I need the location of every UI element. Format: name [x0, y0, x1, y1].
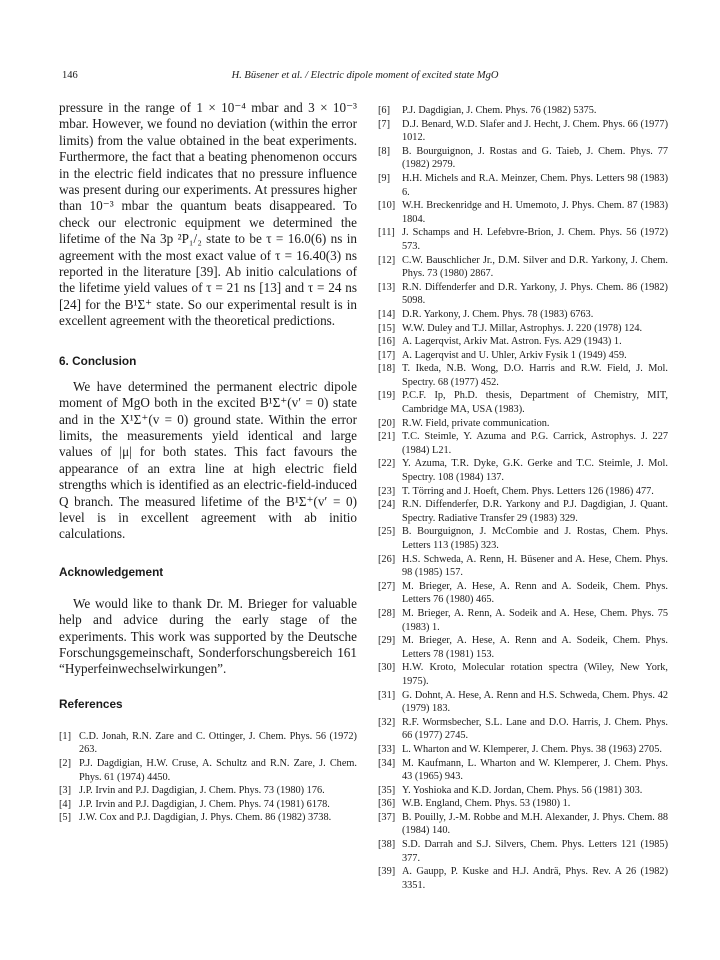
reference-number: [22] [378, 458, 396, 470]
reference-text: C.D. Jonah, R.N. Zare and C. Ottinger, J. Chem. Phys. 56 (1972) 263. [79, 730, 357, 756]
reference-number: [17] [378, 349, 396, 361]
reference-number: [38] [378, 839, 396, 851]
reference-item [59, 798, 357, 812]
reference-item [378, 689, 668, 716]
reference-text: S.D. Darrah and S.J. Silvers, Chem. Phys. Letters 121 (1985) 377. [402, 839, 668, 864]
reference-text: R.W. Field, private communication. [402, 417, 550, 429]
reference-number: [36] [378, 798, 396, 810]
reference-text: D.J. Benard, W.D. Slafer and J. Hecht, J. Chem. Phys. 66 (1977) 1012. [402, 118, 668, 144]
reference-item [378, 430, 668, 457]
reference-text: W.B. England, Chem. Phys. 53 (1980) 1. [402, 798, 571, 810]
reference-number: [16] [378, 336, 396, 348]
reference-number: [18] [378, 363, 396, 375]
reference-number: [24] [378, 499, 396, 511]
reference-item [378, 865, 668, 892]
reference-item [378, 553, 668, 580]
reference-item [378, 145, 668, 172]
references-heading: References [59, 696, 123, 711]
reference-number: [15] [378, 322, 396, 334]
reference-text: R.N. Diffenderfer and D.R. Yarkony, J. Phys. Chem. 86 (1982) 5098. [402, 281, 668, 307]
reference-text: A. Lagerqvist and U. Uhler, Arkiv Fysik 1 (1949) 459. [402, 349, 627, 361]
intro-paragraph: pressure in the range of 1 × 10⁻⁴ mbar and 3 × 10⁻³ mbar. However, we found no deviation (within the error limits) from the value obtained in the beat experiments. Furthermore, the fact that a beating phenomenon occurs in the electric field indicates that no pressure influence was present during our experiments. At pressures higher than 10⁻³ mbar the quantum beats disappeared. To check our electronic equipment we determined the lifetime of the Na 3p ²P₁/₂ state to be τ = 16.0(6) ns in agreement with the most exact value of τ = 16.40(3) ns reported in the literature [39]. Ab initio calculations of the lifetime yield values of τ = 21 ns [13] and τ = 24 ns [24] for the B¹Σ⁺ state. So our experimental result is in excellent agreement with the theoretical predictions. [59, 100, 357, 329]
reference-item [378, 389, 668, 416]
reference-item [59, 730, 357, 757]
reference-item [59, 784, 357, 798]
reference-item [378, 457, 668, 484]
reference-number: [6] [378, 105, 391, 116]
reference-text: Y. Yoshioka and K.D. Jordan, Chem. Phys. 56 (1981) 303. [402, 784, 643, 796]
reference-number: [25] [378, 526, 396, 538]
reference-number: [32] [378, 716, 396, 728]
reference-item [378, 417, 668, 431]
reference-number: [28] [378, 607, 396, 619]
reference-item [378, 498, 668, 525]
reference-item [378, 485, 668, 499]
reference-text: W.H. Breckenridge and H. Umemoto, J. Phys. Chem. 87 (1983) 1804. [402, 200, 668, 225]
reference-item [378, 784, 668, 798]
reference-text: L. Wharton and W. Klemperer, J. Chem. Phys. 38 (1963) 2705. [402, 743, 662, 755]
left-column [59, 100, 357, 825]
reference-number: [13] [378, 281, 396, 293]
reference-text: J.P. Irvin and P.J. Dagdigian, J. Chem. Phys. 74 (1981) 6178. [79, 798, 330, 810]
reference-item [378, 634, 668, 661]
reference-number: [37] [378, 811, 396, 823]
references-list-left [59, 730, 357, 825]
reference-text: H.W. Kroto, Molecular rotation spectra (Wiley, New York, 1975). [402, 662, 668, 687]
reference-text: J. Schamps and H. Lefebvre-Brion, J. Chem. Phys. 56 (1972) 573. [402, 227, 668, 252]
reference-number: [23] [378, 485, 396, 497]
running-header [62, 70, 668, 84]
reference-item [378, 254, 668, 281]
reference-item [378, 743, 668, 757]
reference-item [378, 716, 668, 743]
reference-number: [35] [378, 784, 396, 796]
reference-number: [2] [59, 757, 72, 769]
reference-text: P.J. Dagdigian, H.W. Cruse, A. Schultz and R.N. Zare, J. Chem. Phys. 61 (1974) 4450. [79, 757, 357, 783]
reference-text: M. Brieger, A. Hese, A. Renn and A. Sodeik, Chem. Phys. Letters 76 (1980) 465. [402, 580, 668, 606]
reference-text: H.S. Schweda, A. Renn, H. Büsener and A. Hese, Chem. Phys. 98 (1985) 157. [402, 553, 668, 579]
reference-item [378, 322, 668, 336]
reference-text: B. Bourguignon, J. Rostas and G. Taieb, J. Chem. Phys. 77 (1982) 2979. [402, 145, 668, 171]
reference-item [378, 838, 668, 865]
running-title: H. Büsener et al. / Electric dipole moment of excited state MgO [231, 70, 499, 81]
reference-text: P.J. Dagdigian, J. Chem. Phys. 76 (1982) 5375. [402, 105, 597, 116]
reference-number: [7] [378, 118, 391, 130]
reference-item [378, 281, 668, 308]
reference-item [378, 661, 668, 688]
reference-number: [14] [378, 308, 396, 320]
acknowledgement-paragraph: We would like to thank Dr. M. Brieger for valuable help and advice during the early stage of the experiments. This work was supported by the Deutsche Forschungsgemeinschaft, Sonderforschungsbereich 161 “Hyperfeinwechselwirkungen”. [59, 595, 357, 677]
reference-number: [11] [378, 227, 395, 239]
reference-text: B. Pouilly, J.-M. Robbe and M.H. Alexander, J. Phys. Chem. 88 (1984) 140. [402, 811, 668, 837]
reference-text: T.C. Steimle, Y. Azuma and P.G. Carrick, Astrophys. J. 227 (1984) L21. [402, 431, 668, 456]
reference-item [378, 349, 668, 363]
reference-number: [10] [378, 200, 396, 212]
reference-item [378, 362, 668, 389]
reference-item [378, 335, 668, 349]
reference-text: M. Kaufmann, L. Wharton and W. Klemperer, J. Chem. Phys. 43 (1965) 943. [402, 757, 668, 783]
reference-number: [27] [378, 580, 396, 592]
reference-text: M. Brieger, A. Renn, A. Sodeik and A. Hese, Chem. Phys. 75 (1983) 1. [402, 607, 668, 633]
reference-text: B. Bourguignon, J. McCombie and J. Rostas, Chem. Phys. Letters 113 (1985) 323. [402, 526, 668, 551]
reference-number: [26] [378, 553, 396, 565]
acknowledgement-heading: Acknowledgement [59, 564, 164, 579]
reference-item [378, 797, 668, 811]
reference-number: [12] [378, 254, 396, 266]
reference-number: [3] [59, 785, 72, 797]
reference-text: D.R. Yarkony, J. Chem. Phys. 78 (1983) 6763. [402, 308, 594, 320]
reference-number: [8] [378, 145, 391, 157]
reference-text: J.W. Cox and P.J. Dagdigian, J. Phys. Chem. 86 (1982) 3738. [79, 812, 332, 824]
reference-text: A. Gaupp, P. Kuske and H.J. Andrä, Phys. Rev. A 26 (1982) 3351. [402, 866, 668, 891]
reference-text: C.W. Bauschlicher Jr., D.M. Silver and D.R. Yarkony, J. Chem. Phys. 73 (1980) 2867. [402, 254, 668, 280]
reference-number: [19] [378, 390, 396, 402]
reference-number: [4] [59, 798, 72, 810]
reference-number: [31] [378, 689, 396, 701]
reference-number: [5] [59, 812, 72, 824]
reference-text: H.H. Michels and R.A. Meinzer, Chem. Phys. Letters 98 (1983) 6. [402, 172, 668, 198]
reference-text: M. Brieger, A. Hese, A. Renn and A. Sodeik, Chem. Phys. Letters 78 (1981) 153. [402, 635, 668, 660]
reference-text: Y. Azuma, T.R. Dyke, G.K. Gerke and T.C. Steimle, J. Mol. Spectry. 108 (1984) 137. [402, 458, 668, 484]
reference-number: [30] [378, 662, 396, 674]
reference-number: [33] [378, 743, 396, 755]
reference-number: [9] [378, 172, 391, 184]
reference-item [59, 757, 357, 784]
reference-number: [21] [378, 431, 396, 443]
reference-item [378, 580, 668, 607]
reference-text: T. Törring and J. Hoeft, Chem. Phys. Letters 126 (1986) 477. [402, 485, 654, 497]
reference-item [378, 118, 668, 145]
right-column [378, 104, 668, 892]
page-number: 146 [62, 70, 78, 81]
reference-text: G. Dohnt, A. Hese, A. Renn and H.S. Schweda, Chem. Phys. 42 (1979) 183. [402, 689, 668, 715]
reference-item [378, 811, 668, 838]
reference-text: A. Lagerqvist, Arkiv Mat. Astron. Fys. A29 (1943) 1. [402, 336, 622, 348]
reference-number: [29] [378, 635, 396, 647]
reference-item [378, 199, 668, 226]
reference-item [59, 811, 357, 825]
reference-text: P.C.F. Ip, Ph.D. thesis, Department of Chemistry, MIT, Cambridge MA, USA (1983). [402, 390, 668, 416]
reference-item [378, 757, 668, 784]
reference-text: R.F. Wormsbecher, S.L. Lane and D.O. Harris, J. Chem. Phys. 66 (1977) 2745. [402, 716, 668, 742]
reference-item [378, 104, 668, 118]
reference-text: T. Ikeda, N.B. Wong, D.O. Harris and R.W. Field, J. Mol. Spectry. 68 (1977) 452. [402, 363, 668, 388]
reference-item [378, 226, 668, 253]
reference-number: [1] [59, 730, 72, 742]
reference-number: [39] [378, 866, 396, 878]
reference-text: W.W. Duley and T.J. Millar, Astrophys. J. 220 (1978) 124. [402, 322, 643, 334]
reference-item [378, 607, 668, 634]
reference-number: [34] [378, 757, 396, 769]
reference-number: [20] [378, 417, 396, 429]
reference-item [378, 308, 668, 322]
reference-item [378, 525, 668, 552]
reference-text: J.P. Irvin and P.J. Dagdigian, J. Chem. Phys. 73 (1980) 176. [79, 785, 325, 797]
conclusion-heading: 6. Conclusion [59, 353, 137, 368]
references-list-right [378, 104, 668, 892]
conclusion-paragraph: We have determined the permanent electric dipole moment of MgO both in the excited B¹Σ⁺(v′ = 0) state and in the X¹Σ⁺(v = 0) ground state. Within the error limits, the measurements yield identical and large values of |μ| for both states. This fact favours the appearance of an extra line at high electric field strengths which is identified as an electric-field-induced Q branch. The measured lifetime of the B¹Σ⁺(v′ = 0) level is in excellent agreement with ab initio calculations. [59, 378, 357, 542]
reference-text: R.N. Diffenderfer, D.R. Yarkony and P.J. Dagdigian, J. Quant. Spectry. Radiative Transfer 29 (1983) 329. [402, 499, 668, 524]
reference-item [378, 172, 668, 199]
